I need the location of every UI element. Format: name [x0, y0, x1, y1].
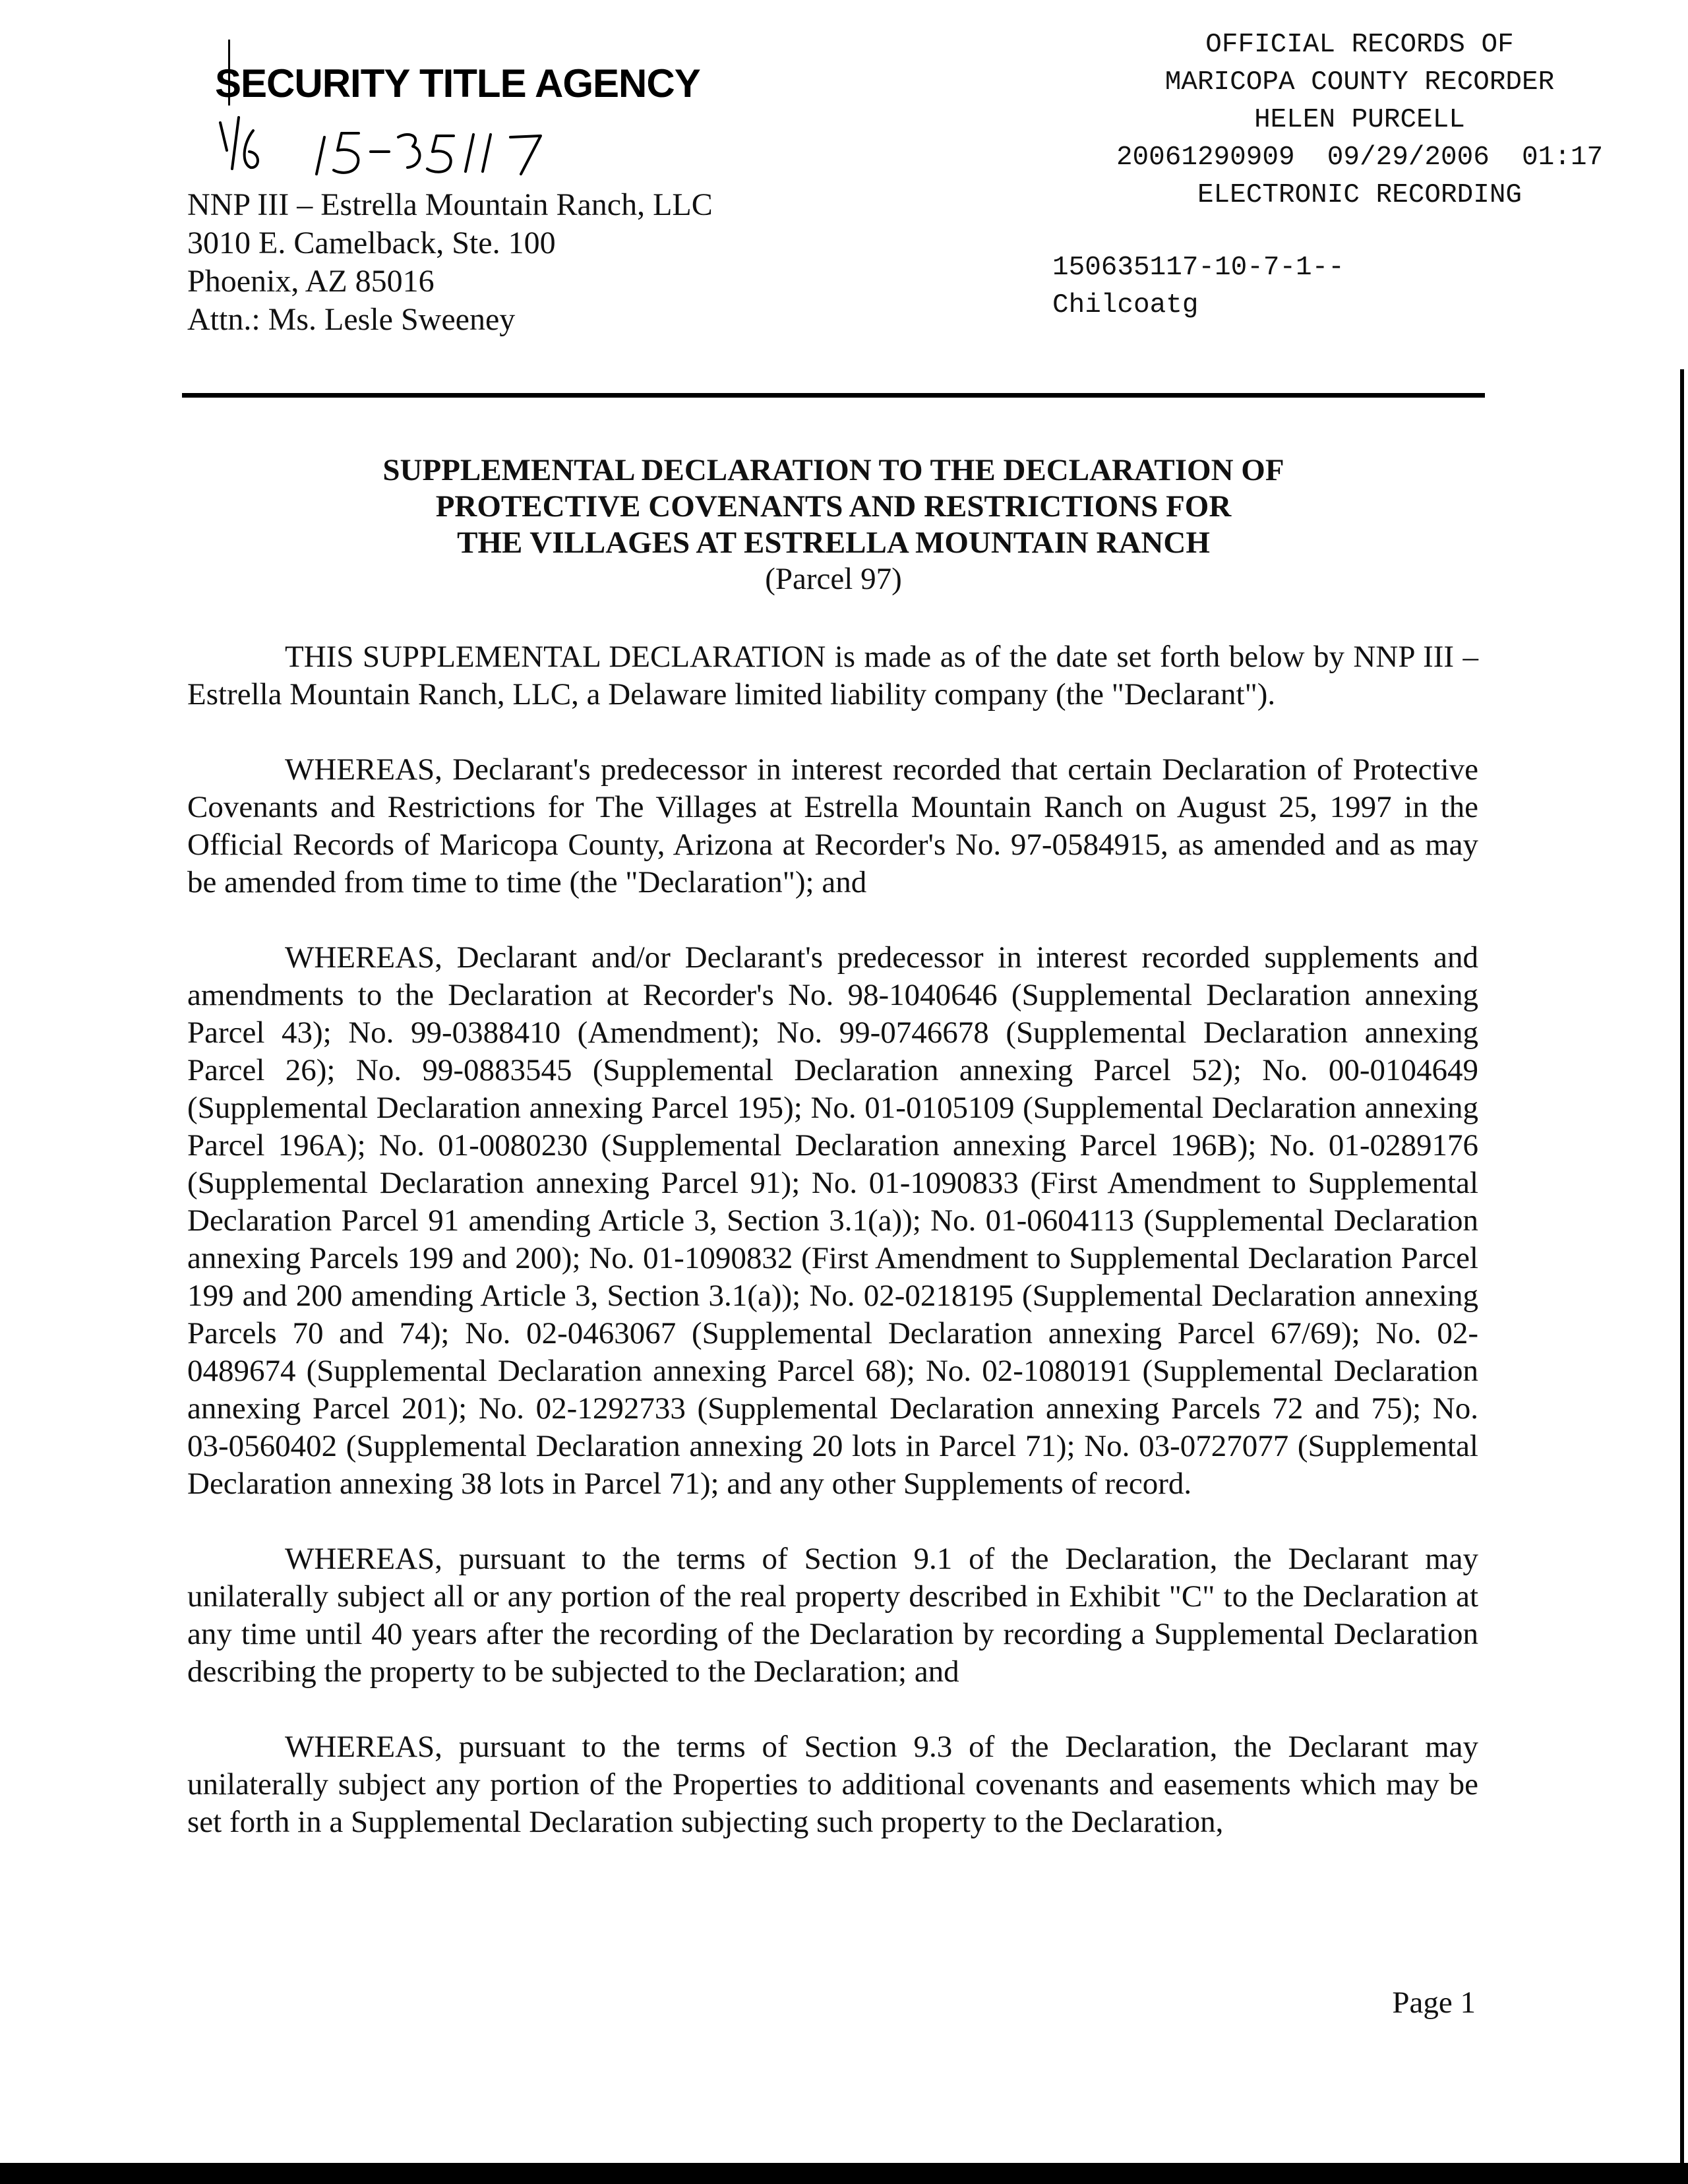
recorder-line: HELEN PURCELL [1254, 105, 1465, 135]
sender-line: NNP III – Estrella Mountain Ranch, LLC [187, 187, 713, 222]
sender-line: 3010 E. Camelback, Ste. 100 [187, 226, 556, 260]
paragraph-whereas-supplements: WHEREAS, Declarant and/or Declarant's predecessor in interest recorded supplements and amendments to the Declaration at Recorder's No. 98-1040646 (Supplemental Declaration annexing Parcel 43); No. 99-0388410 (Amendment); No. 99-0746678 (Supplemental Declaration annexing Parcel 26); No. 99-0883545 (Supplemental Declaration annexing Parcel 52); No. 00-0104649 (Supplemental Declaration annexing Parcel 195); No. 01-0105109 (Supplemental Declaration annexing Parcel 196A); No. 01-0080230 (Supplemental Declaration annexing Parcel 196B); No. 01-0289176 (Supplemental Declaration annexing Parcel 91); No. 01-1090833 (First Amendment to Supplemental Declaration Parcel 91 amending Article 3, Section 3.1(a)); No. 01-0604113 (Supplemental Declaration annexing Parcels 199 and 200); No. 01-1090832 (First Amendment to Supplemental Declaration Parcel 199 and 200 amending Article 3, Section 3.1(a)); No. 02-0218195 (Supplemental Declaration annexing Parcels 70 and 74); No. 02-0463067 (Supplemental Declaration annexing Parcel 67/69); No. 02-0489674 (Supplemental Declaration annexing Parcel 68); No. 02-1080191 (Supplemental Declaration annexing Parcel 201); No. 02-1292733 (Supplemental Declaration annexing Parcels 72 and 75); No. 03-0560402 (Supplemental Declaration annexing 20 lots in Parcel 71); No. 03-0727077 (Supplemental Declaration annexing 38 lots in Parcel 71); and any other Supplements of record. [187, 940, 1478, 1501]
handwritten-file-number [212, 111, 582, 183]
recorder-line: OFFICIAL RECORDS OF [1205, 30, 1514, 60]
paragraph-whereas-section-9-3: WHEREAS, pursuant to the terms of Section 9.3 of the Declaration, the Declarant may unilaterally subject any portion of the Properties to additional covenants and easements which may be set forth in a Supplemental Declaration subjecting such property to the Declaration, [187, 1730, 1478, 1839]
scan-edge [1680, 369, 1684, 2184]
agency-stamp: SECURITY TITLE AGENCY [215, 61, 700, 106]
recording-clerk: Chilcoatg [1052, 290, 1199, 320]
title-line: SUPPLEMENTAL DECLARATION TO THE DECLARATION OF [382, 453, 1284, 487]
sender-address [187, 186, 713, 339]
sender-line: Phoenix, AZ 85016 [187, 264, 435, 299]
paragraph-whereas-declaration: WHEREAS, Declarant's predecessor in interest recorded that certain Declaration of Protective Covenants and Restrictions for The Villages at Estrella Mountain Ranch on August 25, 1997 in the Official Records of Maricopa County, Arizona at Recorder's No. 97-0584915, as amended and as may be amended from time to time (the "Declaration"); and [187, 752, 1478, 899]
document-title [182, 452, 1485, 597]
header-divider [182, 393, 1485, 398]
recording-ids [1052, 249, 1344, 324]
recording-number: 20061290909 09/29/2006 01:17 [1116, 142, 1604, 173]
paragraph-intro: THIS SUPPLEMENTAL DECLARATION is made as of the date set forth below by NNP III – Estrella Mountain Ranch, LLC, a Delaware limited liability company (the "Declarant"). [187, 640, 1478, 712]
recording-stamp [1050, 26, 1670, 214]
paragraph-whereas-section-9-1: WHEREAS, pursuant to the terms of Section 9.1 of the Declaration, the Declarant may unilaterally subject all or any portion of the real property described in Exhibit "C" to the Declaration at any time until 40 years after the recording of the Declaration by recording a Supplemental Declaration describing the property to be subjected to the Declaration; and [187, 1542, 1478, 1689]
sender-line: Attn.: Ms. Lesle Sweeney [187, 302, 516, 337]
title-line: PROTECTIVE COVENANTS AND RESTRICTIONS FOR [435, 489, 1232, 524]
scan-bottom-edge [0, 2163, 1688, 2184]
recording-id: 150635117-10-7-1-- [1052, 253, 1344, 283]
title-line: THE VILLAGES AT ESTRELLA MOUNTAIN RANCH [457, 526, 1210, 560]
recorder-line: MARICOPA COUNTY RECORDER [1164, 67, 1555, 98]
page-number: Page 1 [1392, 1986, 1476, 2020]
recorder-line: ELECTRONIC RECORDING [1197, 180, 1522, 210]
title-subtitle: (Parcel 97) [765, 562, 902, 596]
document-body [187, 638, 1478, 1879]
